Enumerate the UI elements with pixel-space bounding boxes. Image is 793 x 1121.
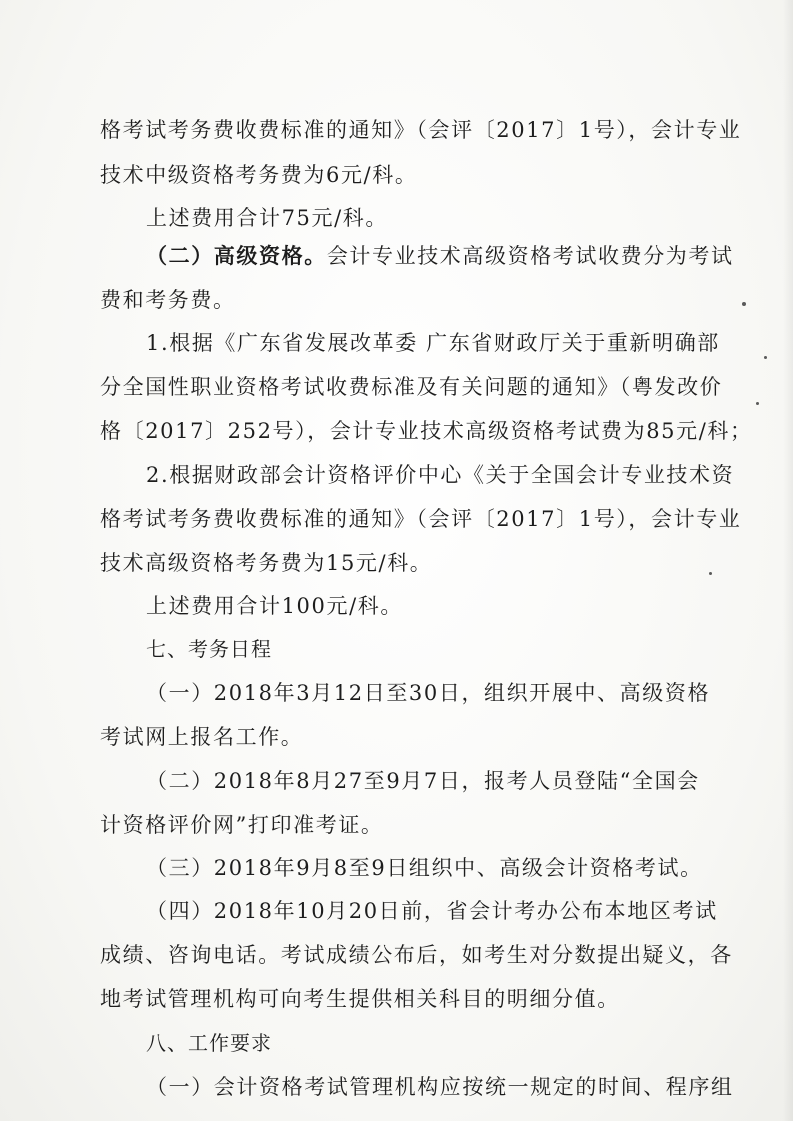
body-text-line: 上述费用合计75元/科。 xyxy=(146,206,388,230)
body-text-line: 格考试考务费收费标准的通知》（会评〔2017〕1号），会计专业 xyxy=(100,118,742,142)
bold-lead-text: （二）高级资格。 xyxy=(146,243,327,268)
body-text-line: 考试网上报名工作。 xyxy=(100,725,304,749)
paragraph-senior-qualification xyxy=(146,243,734,269)
body-text-line: （二）2018年8月27至9月7日，报考人员登陆“全国会 xyxy=(146,769,700,793)
body-text-line: 成绩、咨询电话。考试成绩公布后，如考生对分数提出疑义，各 xyxy=(100,943,733,967)
scan-edge-shadow xyxy=(783,0,793,1121)
section-heading-schedule: 七、考务日程 xyxy=(146,637,272,661)
body-text-line: 费和考务费。 xyxy=(100,288,236,312)
body-text-line: 格考试考务费收费标准的通知》（会评〔2017〕1号），会计专业 xyxy=(100,507,742,531)
body-text-line: 分全国性职业资格考试收费标准及有关问题的通知》（粤发改价 xyxy=(100,375,723,399)
body-text-line: 技术中级资格考务费为6元/科。 xyxy=(100,163,418,187)
scan-speck xyxy=(764,356,767,359)
body-text-line: 技术高级资格考务费为15元/科。 xyxy=(100,551,433,575)
body-text-line: （四）2018年10月20日前，省会计考办公布本地区考试 xyxy=(146,899,718,923)
body-text-line: 计资格评价网”打印准考证。 xyxy=(100,813,384,837)
body-text-line: （三）2018年9月8至9日组织中、高级会计资格考试。 xyxy=(146,856,703,880)
scan-speck xyxy=(756,402,759,405)
body-text-line: 地考试管理机构可向考生提供相关科目的明细分值。 xyxy=(100,987,620,1011)
body-text-line: （一）2018年3月12日至30日，组织开展中、高级资格 xyxy=(146,681,711,705)
body-text-line: 格〔2017〕252号），会计专业技术高级资格考试费为85元/科； xyxy=(100,419,753,443)
body-text-span: 会计专业技术高级资格考试收费分为考试 xyxy=(326,244,734,268)
body-text-line: （一）会计资格考试管理机构应按统一规定的时间、程序组 xyxy=(146,1075,734,1099)
body-text-line: 1.根据《广东省发展改革委 广东省财政厅关于重新明确部 xyxy=(146,331,720,355)
body-text-line: 2.根据财政部会计资格评价中心《关于全国会计专业技术资 xyxy=(146,463,735,487)
section-heading-requirements: 八、工作要求 xyxy=(146,1031,272,1055)
body-text-line: 上述费用合计100元/科。 xyxy=(146,594,403,618)
scan-speck xyxy=(709,572,712,575)
scan-speck xyxy=(742,302,746,306)
